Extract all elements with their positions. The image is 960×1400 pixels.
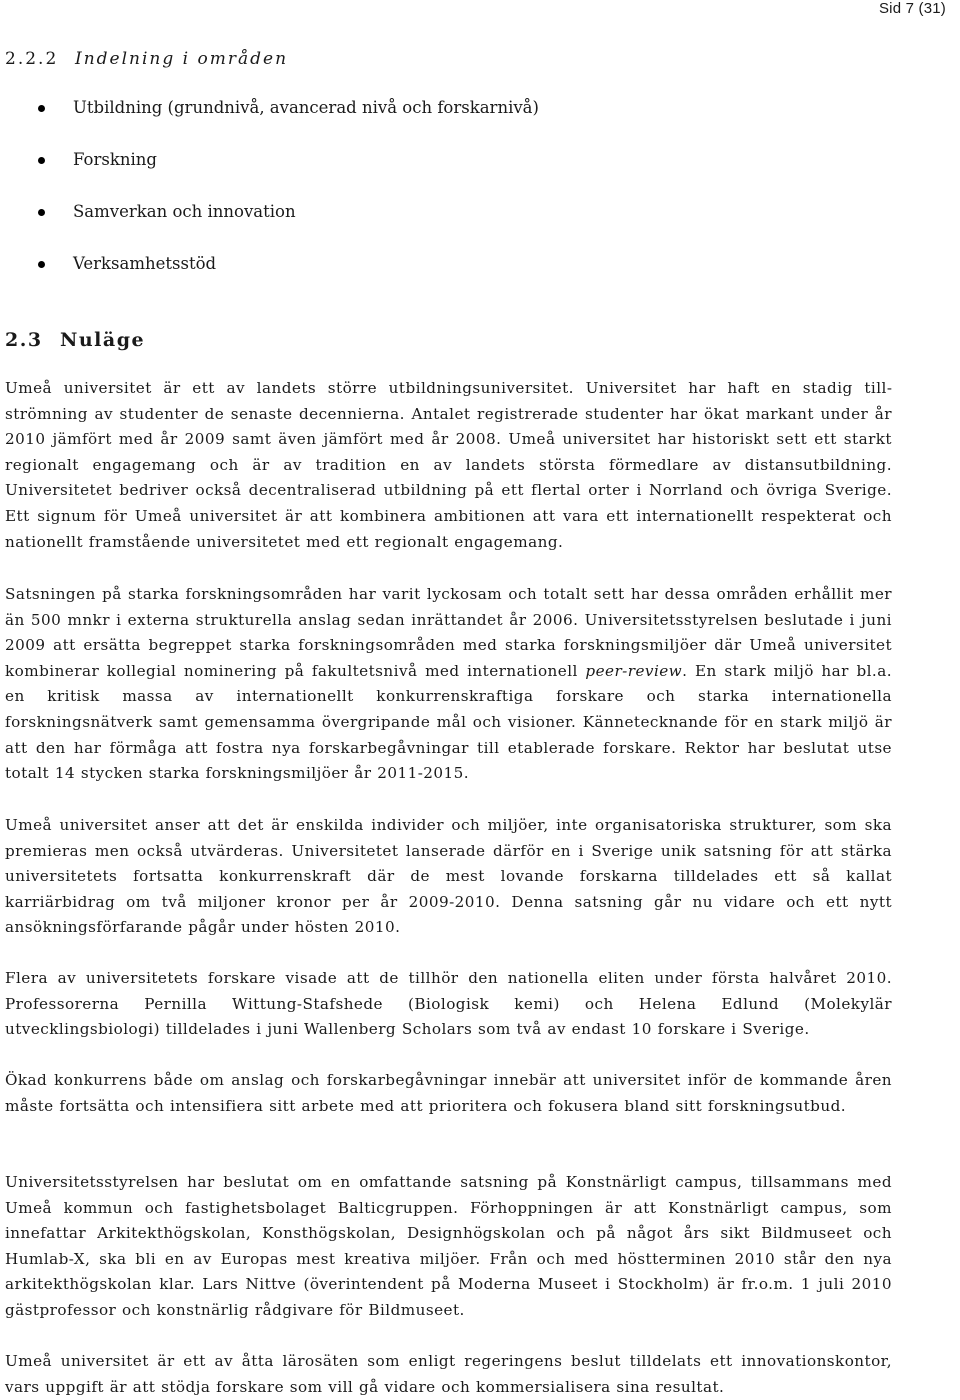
- bullet-icon: [38, 209, 45, 216]
- paragraph-text: . En stark miljö har bl.a. en kritisk massa av internationellt konkurrenskraftiga forskare och starka internationella forskningsnätverk samt gemensamma övergripande mål och visioner. Kännetecknande för en stark miljö är att den har förmåga att fostra nya forskarbegåvningar till etablerade forskare. Rektor har beslutat utse totalt 14 stycken starka forskningsmiljöer år 2011-2015.: [5, 661, 892, 783]
- list-item: [5, 98, 539, 150]
- paragraph: Umeå universitet är ett av landets större utbildningsuniversitet. Universitet har haft en stadig tillströmning av studenter de senaste decennierna. Antalet registrerade studenter har ökat markant under år 2010 jämfört med år 2009 samt även jämfört med år 2008. Umeå universitet har historiskt sett ett starkt regionalt engagemang och är av tradition en av landets största förmedlare av distansutbildning. Universitetet bedriver också decentraliserad utbildning på ett flertal orter i Norrland och övriga Sverige. Ett signum för Umeå universitet är att kombinera ambitionen att vara ett internationellt respekterat och nationellt framstående universitetet med ett regionalt engagemang.: [5, 379, 892, 551]
- paragraph: Ökad konkurrens både om anslag och forskarbegåvningar innebär att universitet inför de kommande åren måste fortsätta och intensifiera sitt arbete med att prioritera och fokusera bland sitt forskningsutbud.: [5, 1071, 892, 1115]
- section-number: 2.2.2: [5, 49, 59, 69]
- emphasis-text: peer-review: [585, 661, 683, 680]
- section-title: Indelning i områden: [75, 49, 289, 69]
- list-item: [5, 254, 539, 306]
- list-item: [5, 150, 539, 202]
- paragraph: Umeå universitet är ett av åtta lärosäten som enligt regeringens beslut tilldelats ett innovationskontor, vars uppgift är att stödja forskare som vill gå vidare och kommersialisera sina resultat.: [5, 1352, 892, 1396]
- bullet-icon: [38, 261, 45, 268]
- page-number: Sid 7 (31): [878, 0, 946, 17]
- section-heading-2-2-2: [5, 49, 288, 69]
- section-title: Nuläge: [60, 329, 146, 351]
- bullet-list: [5, 98, 539, 306]
- list-item-text: Utbildning (grundnivå, avancerad nivå och forskarnivå): [73, 98, 539, 117]
- list-item: [5, 202, 539, 254]
- list-item-text: Verksamhetsstöd: [73, 254, 217, 273]
- bullet-icon: [38, 105, 45, 112]
- section-heading-2-3: [5, 329, 145, 351]
- list-item-text: Samverkan och innovation: [73, 202, 296, 221]
- paragraph-text: Satsningen på starka forskningsområden har varit lyckosam och totalt sett har dessa områden erhållit mer än 500 mnkr i externa strukturella anslag sedan inrättandet år 2006. Universitetsstyrelsen beslutade i juni 2009 att ersätta begreppet starka forskningsområden med starka forskningsmiljöer där Umeå universitet kombinerar kollegial nominering på fakultetsnivå med internationell: [5, 585, 892, 680]
- paragraph: [5, 582, 892, 787]
- paragraph: Universitetsstyrelsen har beslutat om en omfattande satsning på Konstnärligt campus, tillsammans med Umeå kommun och fastighetsbolaget Balticgruppen. Förhoppningen är att Konstnärligt campus, som innefattar Arkitekthögskolan, Konsthögskolan, Designhögskolan och på något års sikt Bildmuseet och Humlab-X, ska bli en av Europas mest kreativa miljöer. Från och med höstterminen 2010 står den nya arkitekthögskolan klar. Lars Nittve (överintendent på Moderna Museet i Stockholm) är fr.o.m. 1 juli 2010 gästprofessor och konstnärlig rådgivare för Bildmuseet.: [5, 1173, 892, 1319]
- paragraph: Flera av universitetets forskare visade att de tillhör den nationella eliten under första halvåret 2010. Professorerna Pernilla Wittung-Stafshede (Biologisk kemi) och Helena Edlund (Molekylär utvecklingsbiologi) tilldelades i juni Wallenberg Scholars som två av endast 10 forskare i Sverige.: [5, 969, 892, 1039]
- section-number: 2.3: [5, 329, 43, 351]
- bullet-icon: [38, 157, 45, 164]
- list-item-text: Forskning: [73, 150, 157, 169]
- paragraph: Umeå universitet anser att det är enskilda individer och miljöer, inte organisatoriska strukturer, som ska premieras men också utvärderas. Universitetet lanserade därför en i Sverige unik satsning för att stärka universitetets fortsatta konkurrenskraft där de mest lovande forskarna tilldelades ett så kallat karriärbidrag om två miljoner kronor per år 2009-2010. Denna satsning går nu vidare och ett nytt ansökningsförfarande pågår under hösten 2010.: [5, 816, 892, 937]
